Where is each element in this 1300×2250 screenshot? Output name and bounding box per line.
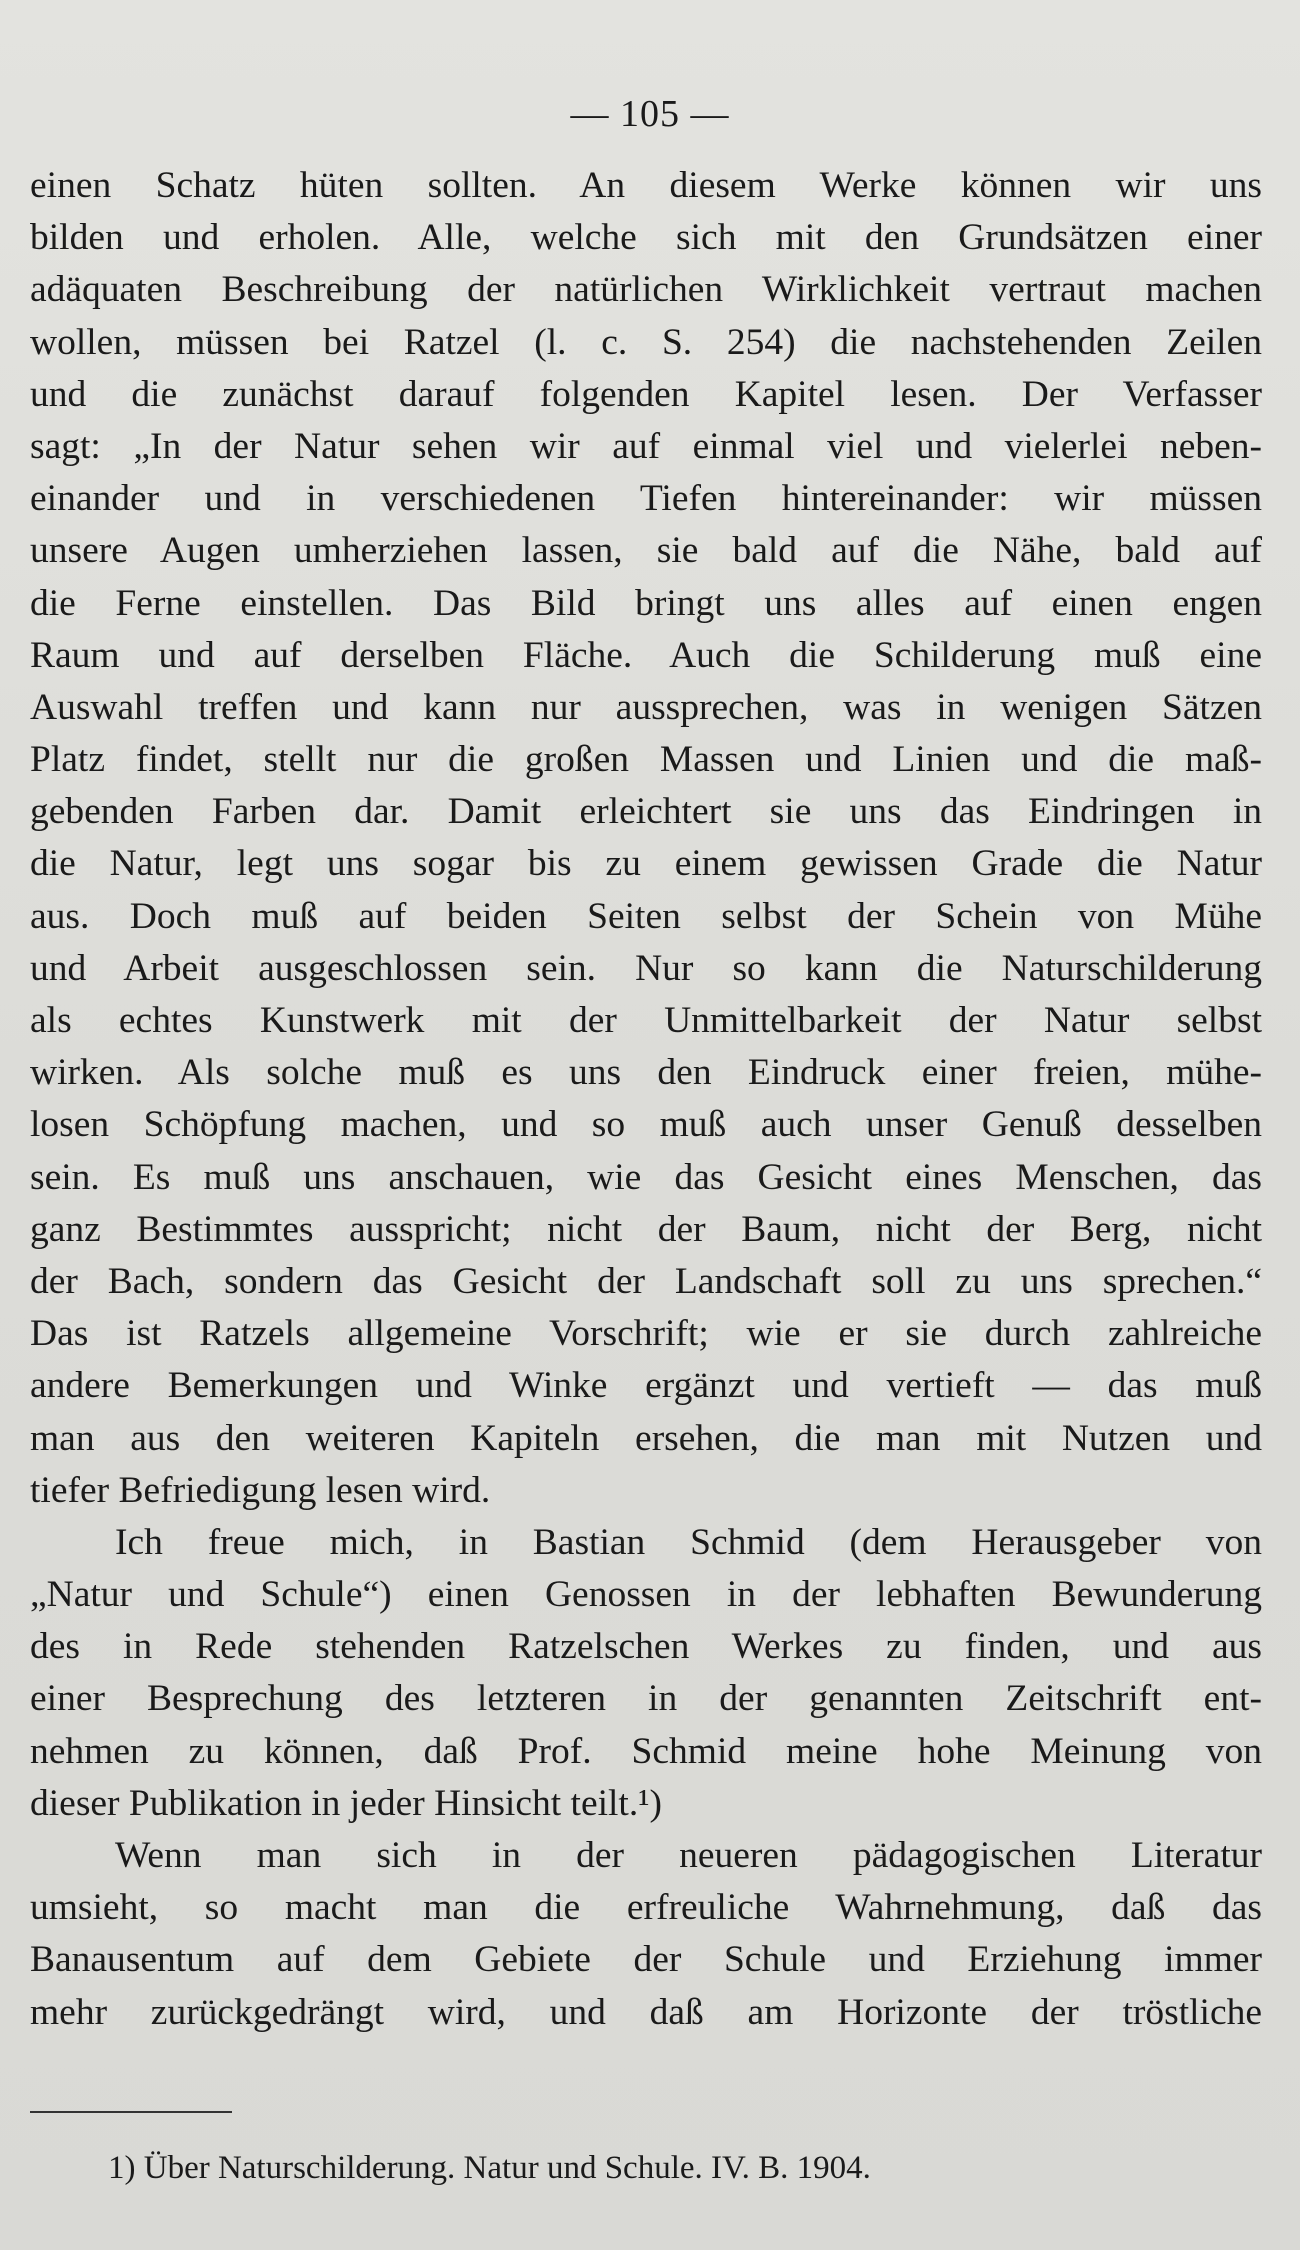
text-line: adäquaten Beschreibung der natürlichen Wirklichkeit vertraut machen	[30, 269, 1262, 311]
text-line: einen Schatz hüten sollten. An diesem Werke können wir uns	[30, 165, 1262, 206]
text-line: gebenden Farben dar. Damit erleichtert sie uns das Eindringen in	[30, 791, 1262, 833]
text-line: einer Besprechung des letzteren in der genannten Zeitschrift ent-	[30, 1678, 1262, 1720]
text-line: ganz Bestimmtes ausspricht; nicht der Baum, nicht der Berg, nicht	[30, 1208, 1262, 1250]
body-text	[30, 160, 1262, 2039]
paragraph-end-line: dieser Publikation in jeder Hinsicht teilt.¹)	[30, 1782, 662, 1824]
text-line: „Natur und Schule“) einen Genossen in der lebhaften Bewunderung	[30, 1574, 1262, 1616]
paragraph-start-line: Wenn man sich in der neueren pädagogischen Literatur	[115, 1835, 1262, 1876]
text-line: Auswahl treffen und kann nur aussprechen, was in wenigen Sätzen	[30, 686, 1262, 728]
text-line: man aus den weiteren Kapiteln ersehen, die man mit Nutzen und	[30, 1417, 1262, 1459]
text-line: andere Bemerkungen und Winke ergänzt und vertieft — das muß	[30, 1365, 1262, 1407]
text-line: Platz findet, stellt nur die großen Massen und Linien und die maß-	[30, 739, 1262, 781]
text-line: als echtes Kunstwerk mit der Unmittelbarkeit der Natur selbst	[30, 1000, 1262, 1041]
text-line: sein. Es muß uns anschauen, wie das Gesicht eines Menschen, das	[30, 1156, 1262, 1198]
text-line: sagt: „In der Natur sehen wir auf einmal viel und vielerlei neben-	[30, 425, 1262, 467]
text-line: nehmen zu können, daß Prof. Schmid meine hohe Meinung von	[30, 1730, 1262, 1772]
text-line: wirken. Als solche muß es uns den Eindruck einer freien, mühe-	[30, 1052, 1262, 1094]
text-line: und die zunächst darauf folgenden Kapitel lesen. Der Verfasser	[30, 373, 1262, 415]
text-line: Das ist Ratzels allgemeine Vorschrift; wie er sie durch zahlreiche	[30, 1313, 1262, 1355]
text-line: der Bach, sondern das Gesicht der Landschaft soll zu uns sprechen.“	[30, 1260, 1262, 1302]
paragraph-end-line: tiefer Befriedigung lesen wird.	[30, 1469, 491, 1511]
text-line: einander und in verschiedenen Tiefen hintereinander: wir müssen	[30, 478, 1262, 520]
text-line: Banausentum auf dem Gebiete der Schule und Erziehung immer	[30, 1939, 1262, 1981]
text-line: und Arbeit ausgeschlossen sein. Nur so kann die Naturschilderung	[30, 947, 1262, 989]
text-line: die Natur, legt uns sogar bis zu einem gewissen Grade die Natur	[30, 843, 1262, 885]
text-line: wollen, müssen bei Ratzel (l. c. S. 254) die nachstehenden Zeilen	[30, 321, 1262, 363]
text-line: umsieht, so macht man die erfreuliche Wahrnehmung, daß das	[30, 1887, 1262, 1929]
footnote-divider	[30, 2111, 232, 2113]
text-line: Raum und auf derselben Fläche. Auch die Schilderung muß eine	[30, 634, 1262, 676]
footnote: 1) Über Naturschilderung. Natur und Schule. IV. B. 1904.	[108, 2150, 871, 2186]
text-line: mehr zurückgedrängt wird, und daß am Horizonte der tröstliche	[30, 1991, 1262, 2033]
page-number: — 105 —	[570, 93, 730, 135]
text-line: die Ferne einstellen. Das Bild bringt uns alles auf einen engen	[30, 582, 1262, 624]
text-line: bilden und erholen. Alle, welche sich mit den Grundsätzen einer	[30, 217, 1262, 259]
text-line: losen Schöpfung machen, und so muß auch unser Genuß desselben	[30, 1104, 1262, 1146]
text-line: des in Rede stehenden Ratzelschen Werkes zu finden, und aus	[30, 1626, 1262, 1668]
text-line: aus. Doch muß auf beiden Seiten selbst der Schein von Mühe	[30, 895, 1262, 937]
paragraph-start-line: Ich freue mich, in Bastian Schmid (dem Herausgeber von	[115, 1521, 1262, 1563]
text-line: unsere Augen umherziehen lassen, sie bald auf die Nähe, bald auf	[30, 530, 1262, 572]
